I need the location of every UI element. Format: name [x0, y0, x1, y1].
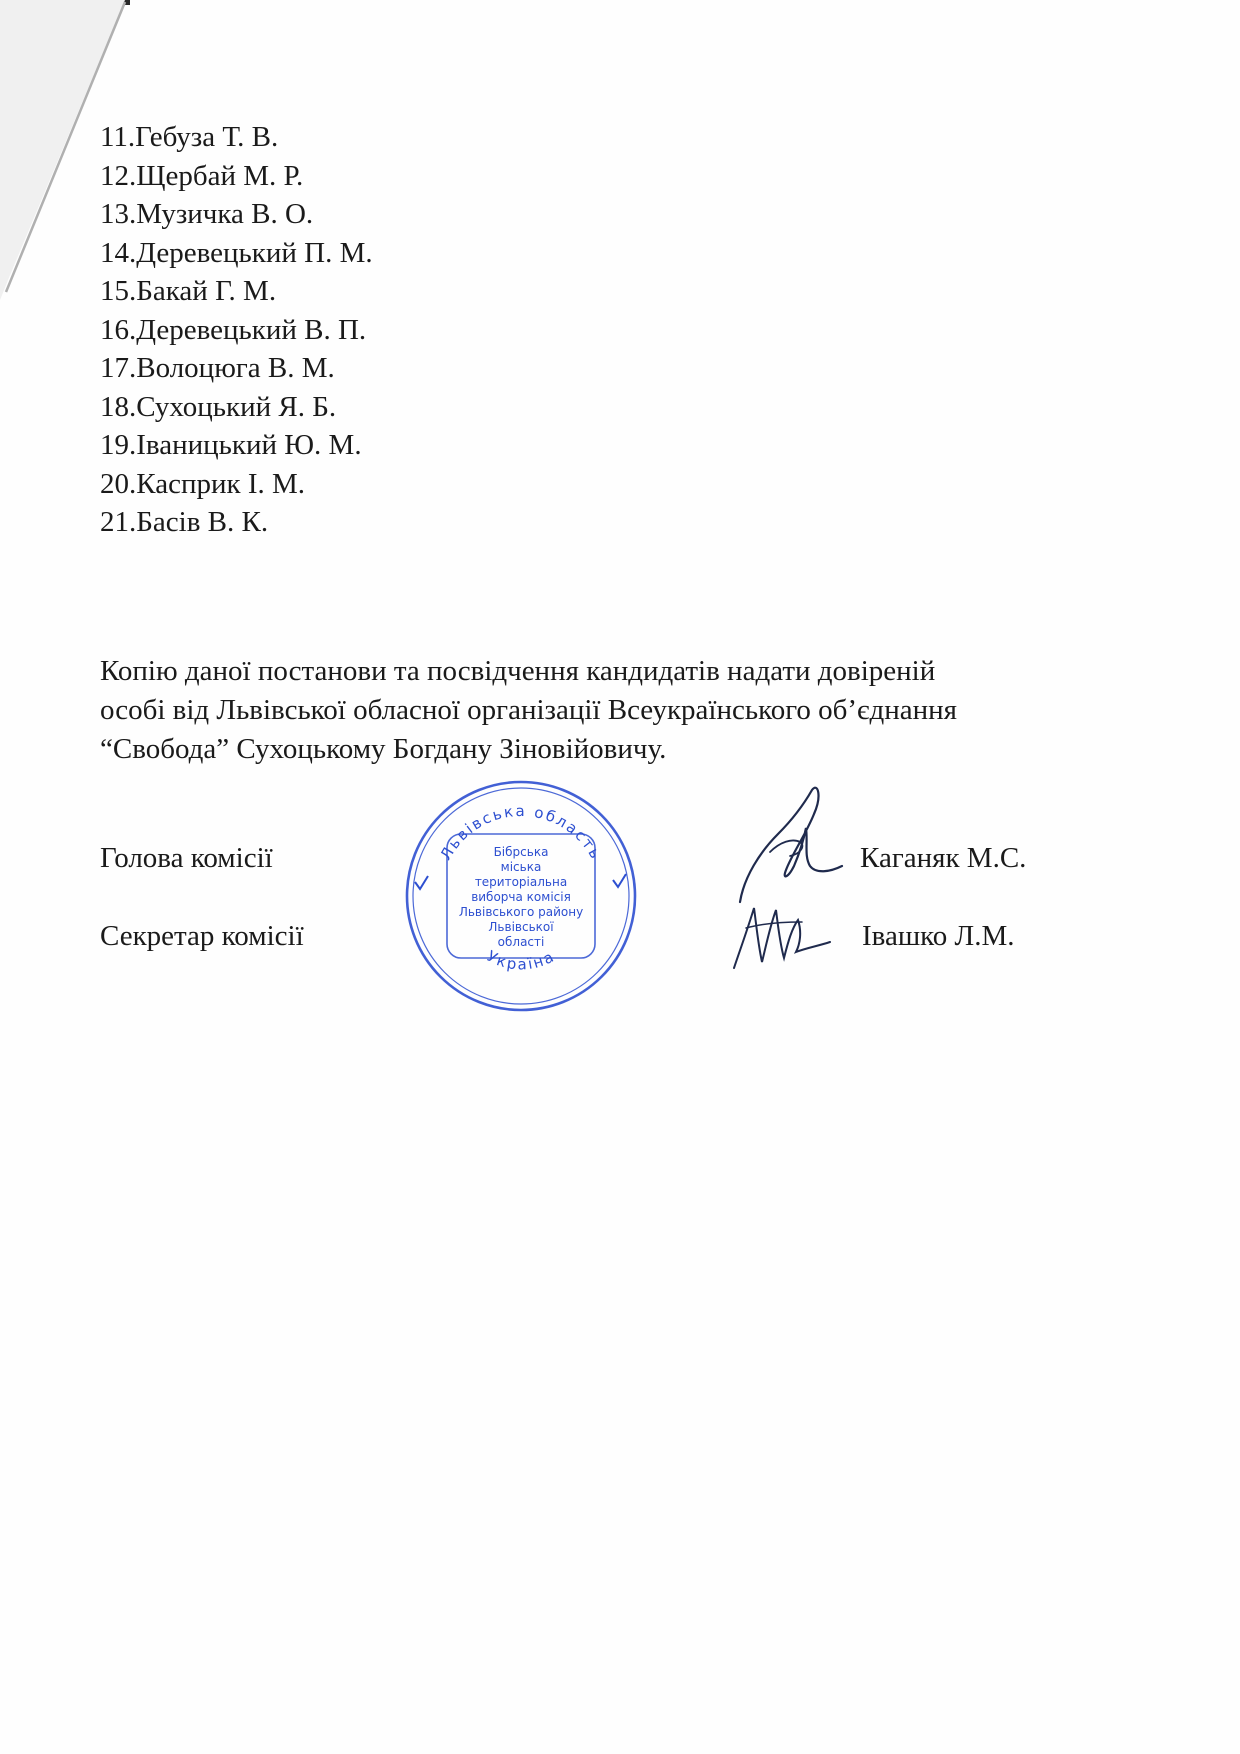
instruction-paragraph	[100, 652, 1130, 769]
stamp-line: області	[497, 935, 545, 949]
chair-name: Каганяк М.С.	[860, 842, 1027, 874]
paragraph-line: особі від Львівської обласної організації Всеукраїнського об’єднання	[100, 694, 958, 726]
list-item: 16.Деревецький В. П.	[100, 313, 367, 346]
chair-label: Голова комісії	[100, 842, 273, 874]
paragraph-line: Копію даної постанови та посвідчення кандидатів надати довіреній	[100, 655, 936, 687]
secretary-signature	[726, 888, 836, 978]
list-item: 20.Касприк І. М.	[100, 467, 306, 500]
list-item: 17.Волоцюга В. М.	[100, 352, 335, 384]
paragraph-line: “Свобода” Сухоцькому Богдану Зіновійовичу.	[100, 733, 667, 765]
official-stamp	[401, 776, 641, 1016]
list-item: 12.Щербай М. Р.	[100, 159, 304, 192]
stamp-line: Львівської	[488, 920, 554, 934]
secretary-label: Секретар комісії	[100, 920, 304, 952]
stamp-line: виборча комісія	[471, 890, 571, 904]
stamp-line: Бібрська	[493, 845, 549, 859]
stamp-check-mark	[415, 876, 428, 889]
list-item: 11.Гебуза Т. В.	[100, 121, 279, 153]
stamp-bottom-arc: Україна	[483, 946, 559, 974]
list-item: 21.Басів В. К.	[100, 506, 269, 538]
stamp-line: Львівського району	[458, 905, 584, 919]
list-item: 14.Деревецький П. М.	[100, 236, 373, 269]
list-item: 18.Сухоцький Я. Б.	[100, 390, 337, 423]
stamp-line: територіальна	[474, 875, 568, 889]
stamp-top-arc: Львівська область	[436, 801, 606, 864]
list-item: 13.Музичка В. О.	[100, 198, 314, 230]
list-item: 19.Іваницький Ю. М.	[100, 429, 362, 461]
candidate-list	[100, 118, 373, 542]
list-item: 15.Бакай Г. М.	[100, 275, 277, 307]
stamp-check-mark	[613, 874, 626, 887]
secretary-name: Івашко Л.М.	[862, 920, 1015, 952]
stamp-line: міська	[500, 860, 542, 874]
